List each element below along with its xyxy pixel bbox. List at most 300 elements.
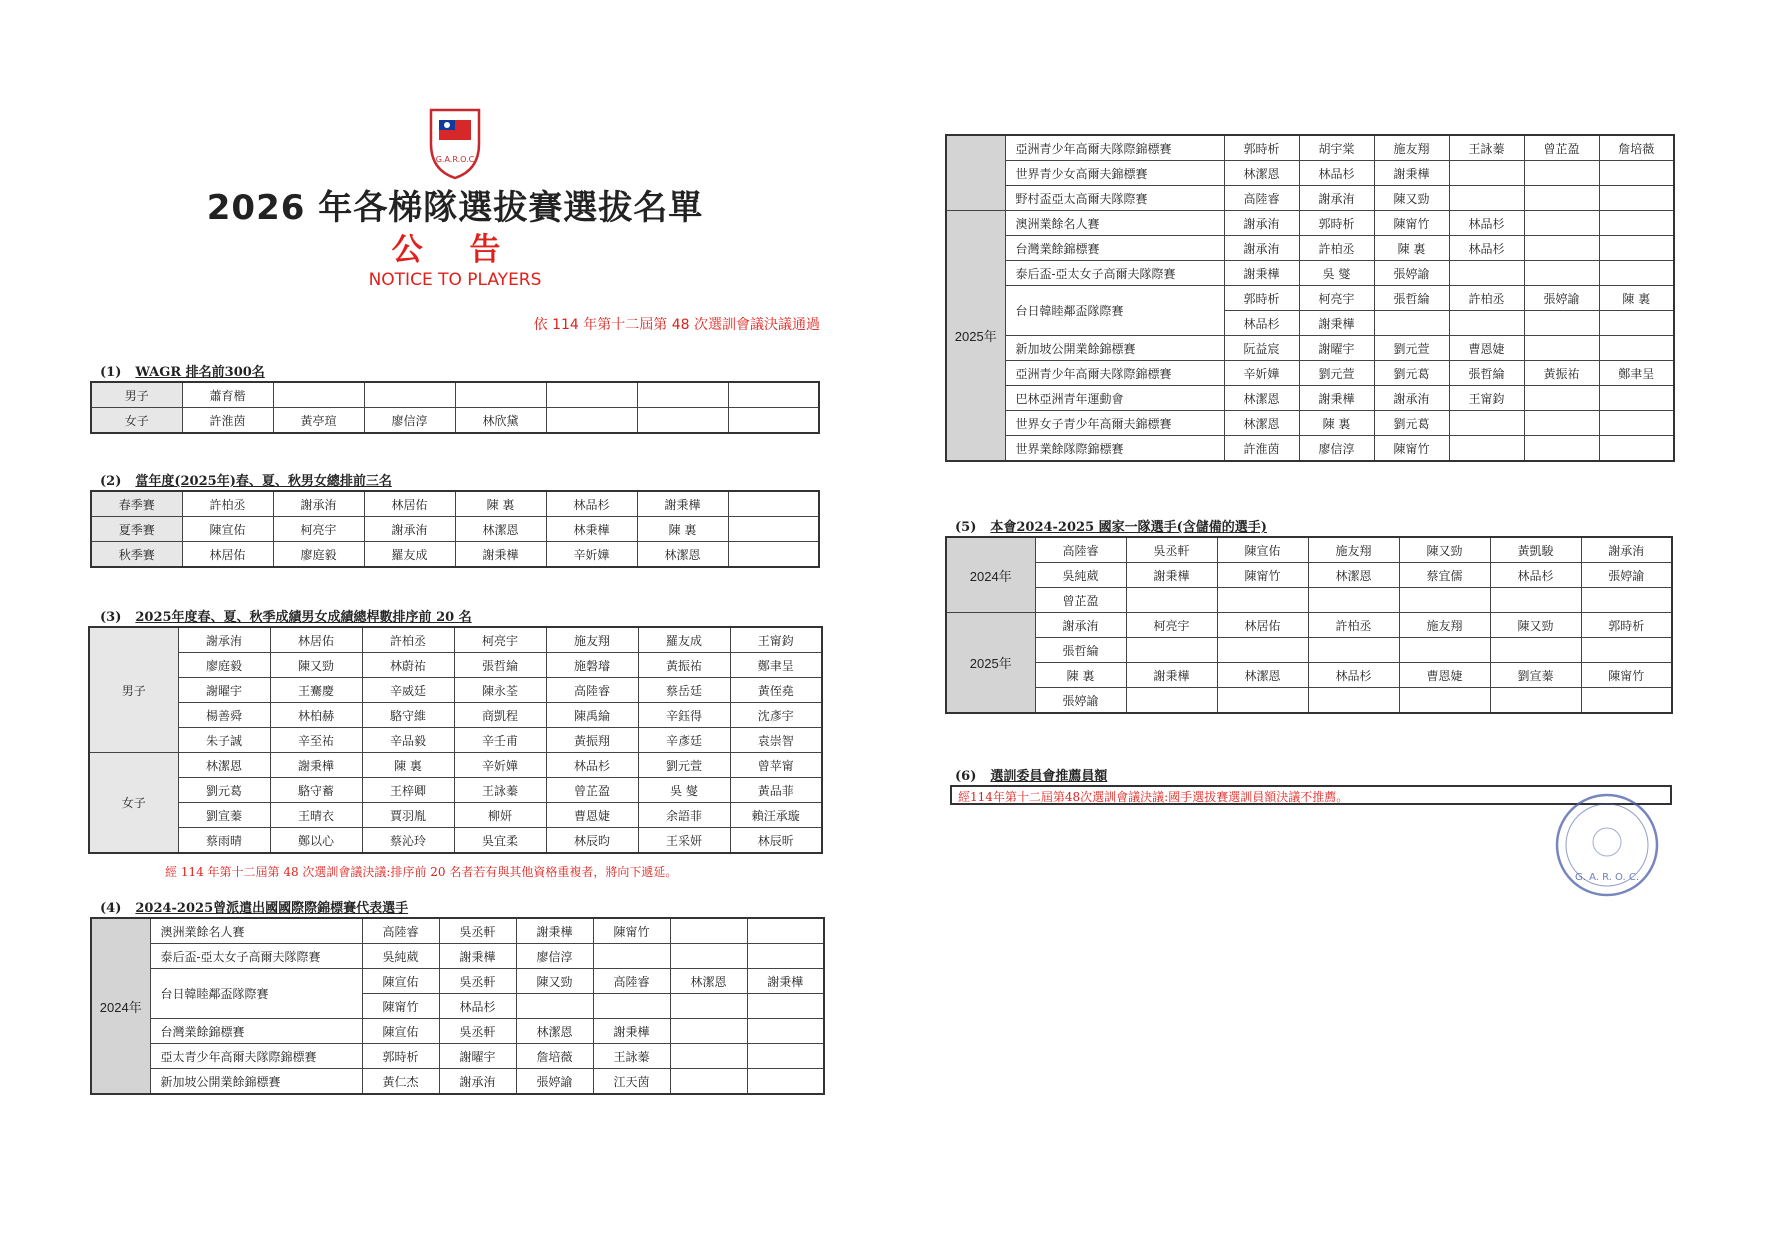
table-cell: 林居佑 xyxy=(364,491,455,517)
table-cell xyxy=(1581,688,1672,714)
table-cell: 吳宜柔 xyxy=(454,828,546,854)
event-name: 台灣業餘錦標賽 xyxy=(150,1019,362,1044)
table-cell: 施友翔 xyxy=(1308,537,1399,563)
section-3-number: (3) xyxy=(100,610,122,625)
table-cell: 謝承洧 xyxy=(1581,537,1672,563)
section-6-heading: 選訓委員會推薦員額 xyxy=(990,769,1108,784)
table-cell xyxy=(728,408,819,434)
table-row xyxy=(89,778,822,803)
table-cell: 郭時析 xyxy=(1299,211,1374,236)
event-name: 世界青少女高爾夫錦標賽 xyxy=(1005,161,1224,186)
table-cell xyxy=(1217,688,1308,714)
table-cell: 王甯鈞 xyxy=(730,627,822,653)
table-cell: 廖信淳 xyxy=(1299,436,1374,462)
table-cell: 陳又勁 xyxy=(1399,537,1490,563)
table-cell: 吳丞軒 xyxy=(439,1019,516,1044)
table-cell: 林居佑 xyxy=(270,627,362,653)
table-cell xyxy=(1449,311,1524,336)
table-row xyxy=(946,261,1674,286)
table-cell xyxy=(1599,436,1674,462)
table-cell: 王詠蓁 xyxy=(593,1044,670,1069)
table-cell xyxy=(728,517,819,542)
table-cell xyxy=(1490,638,1581,663)
table-cell: 謝秉樺 xyxy=(747,969,824,994)
table-cell xyxy=(1599,186,1674,211)
logo-text: G.A.R.O.C xyxy=(435,155,475,164)
table-cell: 許淮茵 xyxy=(1224,436,1299,462)
section-6-note: 經114年第十二屆第48次選訓會議決議:國手選拔賽選訓員額決議不推薦。 xyxy=(950,785,1672,805)
year-continuation xyxy=(946,135,1005,211)
table-cell: 陳又勁 xyxy=(516,969,593,994)
table-cell xyxy=(1599,411,1674,436)
table-cell xyxy=(670,1044,747,1069)
year-label: 2024年 xyxy=(946,537,1035,613)
table-cell: 許淮茵 xyxy=(182,408,273,434)
table-cell: 張婷諭 xyxy=(1581,563,1672,588)
year-label: 2025年 xyxy=(946,211,1005,462)
table-cell: 郭時析 xyxy=(362,1044,439,1069)
table-row xyxy=(946,161,1674,186)
section-4-number: (4) xyxy=(100,901,122,916)
year-label: 2025年 xyxy=(946,613,1035,714)
table-cell: 謝秉樺 xyxy=(637,491,728,517)
section-2-heading: 當年度(2025年)春、夏、秋男女總排前三名 xyxy=(135,474,392,489)
table-cell: 施友翔 xyxy=(1374,135,1449,161)
table-cell xyxy=(670,994,747,1019)
table-cell: 林秉樺 xyxy=(546,517,637,542)
table-cell: 辛彥廷 xyxy=(638,728,730,753)
table-cell: 林潔恩 xyxy=(1224,161,1299,186)
table-row xyxy=(91,1044,824,1069)
table-cell: 林柏赫 xyxy=(270,703,362,728)
table-row xyxy=(89,703,822,728)
table-row xyxy=(89,828,822,854)
table-cell: 陳 裏 xyxy=(1299,411,1374,436)
table-cell: 張哲綸 xyxy=(1449,361,1524,386)
table-cell: 謝承洧 xyxy=(1224,211,1299,236)
table-cell: 劉元萱 xyxy=(638,753,730,778)
table-cell: 陳宣佑 xyxy=(182,517,273,542)
event-name: 亞洲青少年高爾夫隊際錦標賽 xyxy=(1005,135,1224,161)
table-cell xyxy=(670,918,747,944)
table-cell: 張哲綸 xyxy=(1035,638,1126,663)
event-name: 泰后盃-亞太女子高爾夫隊際賽 xyxy=(1005,261,1224,286)
table-cell: 辛品毅 xyxy=(362,728,454,753)
table-cell xyxy=(1449,411,1524,436)
table-cell: 謝秉樺 xyxy=(1126,663,1217,688)
table-cell xyxy=(1524,211,1599,236)
table-cell: 辛威廷 xyxy=(362,678,454,703)
table-cell: 高陸睿 xyxy=(593,969,670,994)
table-cell: 柯亮宇 xyxy=(273,517,364,542)
table-cell xyxy=(728,382,819,408)
table-cell: 鄭聿呈 xyxy=(1599,361,1674,386)
section-6-number: (6) xyxy=(955,769,977,784)
table-cell: 林潔恩 xyxy=(455,517,546,542)
event-name: 澳洲業餘名人賽 xyxy=(1005,211,1224,236)
section-5-title xyxy=(955,516,1267,535)
table-cell: 郭時析 xyxy=(1581,613,1672,638)
event-name: 台日韓睦鄰盃隊際賽 xyxy=(1005,286,1224,336)
table-cell: 高陸睿 xyxy=(1224,186,1299,211)
table-cell xyxy=(1490,588,1581,613)
table-cell: 謝承洧 xyxy=(1035,613,1126,638)
page-title: 2026 年各梯隊選拔賽選拔名單 xyxy=(206,188,704,228)
table-cell: 劉宣蓁 xyxy=(178,803,270,828)
row-label: 春季賽 xyxy=(91,491,182,517)
table-cell: 阮益宸 xyxy=(1224,336,1299,361)
row-label: 女子 xyxy=(91,408,182,434)
table-cell xyxy=(1524,436,1599,462)
section-1-number: (1) xyxy=(100,365,122,380)
table-cell: 謝秉樺 xyxy=(1299,311,1374,336)
event-name: 台日韓睦鄰盃隊際賽 xyxy=(150,969,362,1019)
table-cell: 郭時析 xyxy=(1224,286,1299,311)
table-cell: 辛妡嬅 xyxy=(1224,361,1299,386)
table-cell: 林潔恩 xyxy=(670,969,747,994)
table-cell: 謝秉樺 xyxy=(1299,386,1374,411)
table-cell: 辛至祐 xyxy=(270,728,362,753)
table-cell: 施友翔 xyxy=(1399,613,1490,638)
table-cell xyxy=(1308,688,1399,714)
table-cell xyxy=(1599,211,1674,236)
section-6-title xyxy=(955,765,1107,784)
table-cell: 陳甯竹 xyxy=(1374,211,1449,236)
table-row xyxy=(89,627,822,653)
table-cell xyxy=(670,944,747,969)
table-cell: 林居佑 xyxy=(182,542,273,568)
table-cell xyxy=(747,994,824,1019)
table-cell xyxy=(1217,588,1308,613)
table-cell: 林品杉 xyxy=(546,753,638,778)
section-3-note: 經 114 年第十二屆第 48 次選訓會議決議:排序前 20 名者若有與其他資格重複者，將向下遞延。 xyxy=(165,865,678,879)
table-cell xyxy=(1524,161,1599,186)
table-cell: 駱守維 xyxy=(362,703,454,728)
event-name: 巴林亞洲青年運動會 xyxy=(1005,386,1224,411)
table-cell: 黃品菲 xyxy=(730,778,822,803)
table-cell xyxy=(1449,186,1524,211)
table-cell xyxy=(1449,161,1524,186)
table-cell: 黃振翔 xyxy=(546,728,638,753)
table-cell: 胡宇棠 xyxy=(1299,135,1374,161)
table-row xyxy=(946,537,1672,563)
table-cell xyxy=(546,382,637,408)
table-row xyxy=(91,542,819,568)
table-cell xyxy=(1599,386,1674,411)
section-5-number: (5) xyxy=(955,520,977,535)
section-4-heading: 2024-2025曾派遣出國國際際錦標賽代表選手 xyxy=(135,901,409,916)
table-cell: 劉元葛 xyxy=(178,778,270,803)
table-cell: 許柏丞 xyxy=(1299,236,1374,261)
table-cell: 陳甯竹 xyxy=(593,918,670,944)
table-cell xyxy=(728,542,819,568)
table-cell: 謝秉樺 xyxy=(270,753,362,778)
table-cell: 林品杉 xyxy=(1449,211,1524,236)
table-cell: 蕭育楷 xyxy=(182,382,273,408)
table-cell: 劉元萱 xyxy=(1374,336,1449,361)
table-cell: 許柏丞 xyxy=(1449,286,1524,311)
table-cell: 謝秉樺 xyxy=(516,918,593,944)
table-cell: 高陸睿 xyxy=(362,918,439,944)
table-row xyxy=(946,186,1674,211)
table-cell xyxy=(1599,261,1674,286)
table-cell: 張哲綸 xyxy=(1374,286,1449,311)
table-cell: 林品杉 xyxy=(1449,236,1524,261)
table-row xyxy=(91,491,819,517)
table-row xyxy=(946,688,1672,714)
table-cell: 劉元葛 xyxy=(1374,411,1449,436)
table-cell: 羅友成 xyxy=(364,542,455,568)
table-cell: 林品杉 xyxy=(1490,563,1581,588)
table-cell: 曹恩婕 xyxy=(1449,336,1524,361)
table-cell: 吳 燮 xyxy=(638,778,730,803)
table-cell xyxy=(637,382,728,408)
seal-text: G. A. R. O. C. xyxy=(1574,872,1640,883)
table-cell: 黃仁杰 xyxy=(362,1069,439,1095)
table-cell: 曾芷盈 xyxy=(1035,588,1126,613)
table-cell xyxy=(593,944,670,969)
table-cell: 吳 燮 xyxy=(1299,261,1374,286)
table-cell xyxy=(1126,638,1217,663)
table-cell: 陳又勁 xyxy=(270,653,362,678)
event-name: 台灣業餘錦標賽 xyxy=(1005,236,1224,261)
table-cell: 沈彥宇 xyxy=(730,703,822,728)
table-row xyxy=(91,969,824,994)
table-cell: 謝曜宇 xyxy=(178,678,270,703)
table-cell: 劉元萱 xyxy=(1299,361,1374,386)
event-name: 野村盃亞太高爾夫隊際賽 xyxy=(1005,186,1224,211)
table-cell xyxy=(1524,236,1599,261)
table-cell: 謝秉樺 xyxy=(1374,161,1449,186)
table-cell xyxy=(637,408,728,434)
table-cell: 張婷諭 xyxy=(1524,286,1599,311)
table-row xyxy=(91,517,819,542)
table-cell: 吳純葳 xyxy=(1035,563,1126,588)
notice-heading: 公 告 xyxy=(391,232,519,268)
row-label: 秋季賽 xyxy=(91,542,182,568)
table-cell: 王詠蓁 xyxy=(454,778,546,803)
table-cell: 余語菲 xyxy=(638,803,730,828)
event-name: 世界業餘隊際錦標賽 xyxy=(1005,436,1224,462)
table-row xyxy=(89,753,822,778)
table-cell: 王詠蓁 xyxy=(1449,135,1524,161)
table-cell: 陳甯竹 xyxy=(1581,663,1672,688)
table-cell: 林品杉 xyxy=(546,491,637,517)
table-cell: 廖信淳 xyxy=(516,944,593,969)
table-row xyxy=(91,382,819,408)
table-row xyxy=(946,236,1674,261)
event-name: 世界女子青少年高爾夫錦標賽 xyxy=(1005,411,1224,436)
table-cell: 林潔恩 xyxy=(516,1019,593,1044)
table-row xyxy=(946,436,1674,462)
table-cell: 廖信淳 xyxy=(364,408,455,434)
table-cell: 陳又勁 xyxy=(1490,613,1581,638)
table-cell xyxy=(1524,336,1599,361)
table-cell: 曾苹甯 xyxy=(730,753,822,778)
table-cell: 林品杉 xyxy=(1308,663,1399,688)
table-cell: 謝承洧 xyxy=(178,627,270,653)
table-cell: 施友翔 xyxy=(546,627,638,653)
table-cell: 林潔恩 xyxy=(178,753,270,778)
table-cell: 林居佑 xyxy=(1217,613,1308,638)
table-cell: 施磐璿 xyxy=(546,653,638,678)
table-cell: 林潔恩 xyxy=(1224,411,1299,436)
table-cell: 謝曜宇 xyxy=(1299,336,1374,361)
table-row xyxy=(946,588,1672,613)
table-row xyxy=(89,678,822,703)
event-name: 澳洲業餘名人賽 xyxy=(150,918,362,944)
table-cell: 賈羽胤 xyxy=(362,803,454,828)
table-row xyxy=(946,663,1672,688)
section-4-title xyxy=(100,897,408,916)
table-cell: 林潔恩 xyxy=(1217,663,1308,688)
table-cell xyxy=(1308,638,1399,663)
table-cell: 陳宣佑 xyxy=(362,969,439,994)
table-cell: 林潔恩 xyxy=(637,542,728,568)
table-cell: 詹培薇 xyxy=(1599,135,1674,161)
event-name: 新加坡公開業餘錦標賽 xyxy=(1005,336,1224,361)
table-cell: 謝承洧 xyxy=(1299,186,1374,211)
table-cell xyxy=(546,408,637,434)
table-cell: 陳甯竹 xyxy=(362,994,439,1019)
table-cell: 王晴衣 xyxy=(270,803,362,828)
event-name: 亞太青少年高爾夫隊際錦標賽 xyxy=(150,1044,362,1069)
table-cell: 謝曜宇 xyxy=(439,1044,516,1069)
table-row xyxy=(946,563,1672,588)
association-seal xyxy=(1552,790,1662,900)
table-cell: 林蔚祐 xyxy=(362,653,454,678)
year-label: 2024年 xyxy=(91,918,150,1094)
table-cell: 王騫慶 xyxy=(270,678,362,703)
table-cell: 陳 裏 xyxy=(1035,663,1126,688)
table-cell: 陳甯竹 xyxy=(1217,563,1308,588)
table-cell: 張婷諭 xyxy=(1374,261,1449,286)
table-cell: 高陸睿 xyxy=(1035,537,1126,563)
table-cell: 賴汪承璇 xyxy=(730,803,822,828)
notice-english: NOTICE TO PLAYERS xyxy=(368,270,542,290)
table-cell: 劉元葛 xyxy=(1374,361,1449,386)
table-cell: 鄭聿呈 xyxy=(730,653,822,678)
table-row xyxy=(946,286,1674,311)
table-cell xyxy=(728,491,819,517)
section-2-title xyxy=(100,470,392,489)
international-2024-table xyxy=(90,917,825,1095)
table-row xyxy=(91,918,824,944)
table-cell: 張婷諭 xyxy=(516,1069,593,1095)
table-cell xyxy=(1126,588,1217,613)
international-2025-table xyxy=(945,134,1675,462)
section-1-heading: WAGR 排名前300名 xyxy=(135,365,265,380)
table-cell xyxy=(747,1044,824,1069)
table-cell: 辛鈺得 xyxy=(638,703,730,728)
table-cell: 黃振祐 xyxy=(638,653,730,678)
section-5-heading: 本會2024-2025 國家一隊選手(含儲備的選手) xyxy=(990,520,1267,535)
table-cell xyxy=(1599,161,1674,186)
table-cell: 陳永荃 xyxy=(454,678,546,703)
table-cell xyxy=(1599,336,1674,361)
table-cell xyxy=(516,994,593,1019)
table-cell: 王梓卿 xyxy=(362,778,454,803)
table-cell: 許柏丞 xyxy=(1308,613,1399,638)
table-row xyxy=(91,408,819,434)
table-cell: 張哲綸 xyxy=(454,653,546,678)
table-cell: 蔡宜儒 xyxy=(1399,563,1490,588)
table-cell xyxy=(1524,261,1599,286)
group-label-female: 女子 xyxy=(89,753,178,854)
table-row xyxy=(91,1019,824,1044)
table-row xyxy=(91,1069,824,1095)
table-cell xyxy=(364,382,455,408)
table-row xyxy=(946,361,1674,386)
table-cell xyxy=(455,382,546,408)
table-cell: 詹培薇 xyxy=(516,1044,593,1069)
table-cell: 謝承洧 xyxy=(364,517,455,542)
table-row xyxy=(89,728,822,753)
table-cell: 吳丞軒 xyxy=(1126,537,1217,563)
table-cell: 柯亮宇 xyxy=(1126,613,1217,638)
table-cell: 蔡岳廷 xyxy=(638,678,730,703)
table-cell xyxy=(273,382,364,408)
table-row xyxy=(946,336,1674,361)
table-row xyxy=(89,653,822,678)
table-cell xyxy=(1524,386,1599,411)
table-cell xyxy=(1449,261,1524,286)
table-cell: 廖庭毅 xyxy=(178,653,270,678)
table-cell: 柳妍 xyxy=(454,803,546,828)
table-cell: 袁崇智 xyxy=(730,728,822,753)
table-cell: 吳純葳 xyxy=(362,944,439,969)
table-cell xyxy=(1449,436,1524,462)
table-cell: 林潔恩 xyxy=(1308,563,1399,588)
table-row xyxy=(946,386,1674,411)
table-cell xyxy=(1524,411,1599,436)
table-cell xyxy=(1374,311,1449,336)
table-row xyxy=(89,803,822,828)
table-cell: 羅友成 xyxy=(638,627,730,653)
table-cell xyxy=(1399,638,1490,663)
table-cell: 黃振祐 xyxy=(1524,361,1599,386)
table-cell: 黃凱駿 xyxy=(1490,537,1581,563)
table-cell: 謝承洧 xyxy=(439,1069,516,1095)
table-cell: 謝承洧 xyxy=(1374,386,1449,411)
table-cell xyxy=(1399,688,1490,714)
table-cell xyxy=(1490,688,1581,714)
table-cell: 陳 裏 xyxy=(1374,236,1449,261)
table-cell: 陳 裏 xyxy=(637,517,728,542)
table-cell: 謝秉樺 xyxy=(455,542,546,568)
table-cell: 蔡沁玲 xyxy=(362,828,454,854)
table-cell: 辛妡嬅 xyxy=(546,542,637,568)
row-label: 男子 xyxy=(91,382,182,408)
table-row xyxy=(946,211,1674,236)
table-cell: 辛妡嬅 xyxy=(454,753,546,778)
table-cell: 陳又勁 xyxy=(1374,186,1449,211)
table-cell: 王甯鈞 xyxy=(1449,386,1524,411)
table-cell: 謝秉樺 xyxy=(1126,563,1217,588)
table-cell: 謝秉樺 xyxy=(1224,261,1299,286)
table-cell: 林潔恩 xyxy=(1224,386,1299,411)
table-cell: 曹恩婕 xyxy=(546,803,638,828)
table-row xyxy=(946,411,1674,436)
table-cell xyxy=(1599,311,1674,336)
section-2-number: (2) xyxy=(100,474,122,489)
top20-table xyxy=(88,626,823,854)
table-cell: 曾芷盈 xyxy=(1524,135,1599,161)
event-name: 泰后盃-亞太女子高爾夫隊際賽 xyxy=(150,944,362,969)
table-cell xyxy=(1581,638,1672,663)
approval-note: 依 114 年第十二屆第 48 次選訓會議決議通過 xyxy=(533,317,820,333)
table-cell: 林辰昀 xyxy=(546,828,638,854)
